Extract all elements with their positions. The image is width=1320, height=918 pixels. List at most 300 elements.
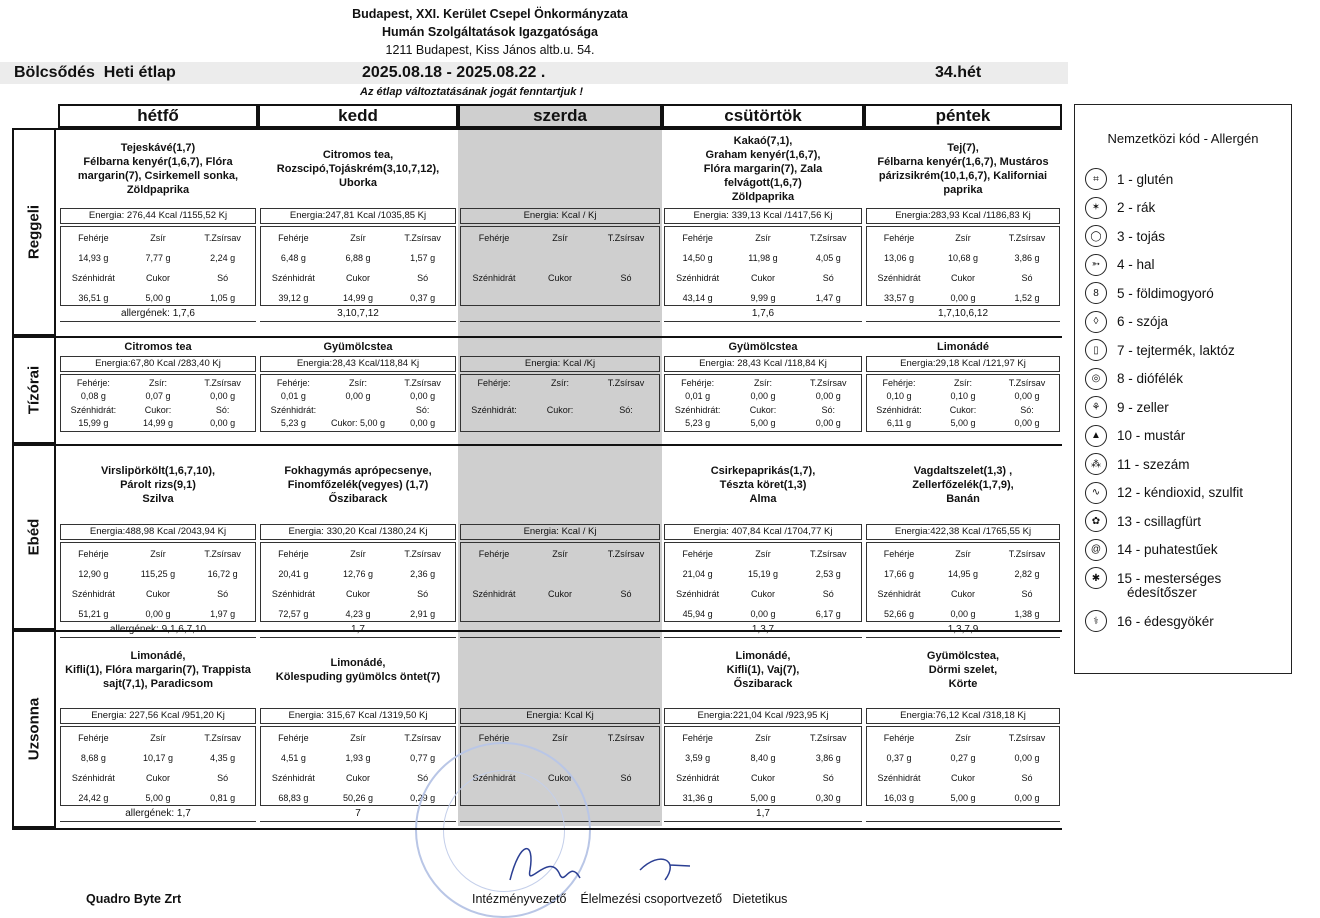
nutrient-value: 0,00 g xyxy=(1014,418,1040,428)
signatures xyxy=(490,830,720,900)
nutrient-label: T.Zsírsav xyxy=(810,233,847,243)
meal-menu: Limonádé, Kifli(1), Vaj(7), Őszibarack xyxy=(726,650,800,690)
nutrient-label: Zsír xyxy=(955,733,971,743)
nutrient-label: Cukor xyxy=(950,589,975,599)
nutrient-label: Só xyxy=(217,773,229,783)
legend-item xyxy=(1085,538,1218,562)
nutrient-label: T.Zsírsav xyxy=(404,378,441,388)
nutrient-value: 1,52 g xyxy=(1014,293,1040,303)
nutrient-label: Zsír xyxy=(755,549,771,559)
nutrient-label: Fehérje: xyxy=(477,378,511,388)
nutrient-value: 36,51 g xyxy=(78,293,109,303)
nutrient-label: Cukor: xyxy=(546,405,574,415)
nutrient-value: 0,37 g xyxy=(410,293,436,303)
nutrient-label: Só xyxy=(620,773,632,783)
nutrient-label: T.Zsírsav xyxy=(1008,733,1046,743)
nutrient-value: 7,77 g xyxy=(145,253,171,263)
nutrient-value: 0,10 g xyxy=(886,391,912,401)
nutrient-label: Szénhidrát xyxy=(472,773,516,783)
meal-menu: Citromos tea, Rozscipó,Tojáskrém(3,10,7,12), Uborka xyxy=(276,149,440,189)
nutrient-label: Fehérje xyxy=(883,733,915,743)
nutrient-label: Fehérje xyxy=(478,733,510,743)
nutrient-table xyxy=(664,542,862,622)
allergen-line: 1,7,10,6,12 xyxy=(866,307,1060,322)
nutrient-value: 0,00 g xyxy=(410,391,436,401)
nutrient-label: T.Zsírsav xyxy=(404,233,441,243)
energy-line: Energia:283,93 Kcal /1186,83 Kj xyxy=(866,208,1060,224)
nutrient-label: Zsír xyxy=(755,733,771,743)
nutrient-value: 0,10 g xyxy=(950,391,976,401)
day-header: hétfő xyxy=(58,104,258,128)
sulphite-icon: ∿ xyxy=(1085,482,1107,504)
energy-line: Energia:221,04 Kcal /923,95 Kj xyxy=(664,708,862,724)
legend-item xyxy=(1085,395,1169,419)
nutrient-value: 2,82 g xyxy=(1014,569,1040,579)
nutrient-label: Szénhidrát xyxy=(877,773,921,783)
legend-item xyxy=(1085,310,1168,334)
legend-text: 3 - tojás xyxy=(1117,228,1166,244)
nutrient-label: Zsír xyxy=(350,549,366,559)
nutrient-label: Zsír xyxy=(350,733,366,743)
legend-text: 7 - tejtermék, laktóz xyxy=(1117,342,1235,358)
org-name: Budapest, XXI. Kerület Csepel Önkormányzata xyxy=(352,7,628,21)
nutrient-label: Cukor xyxy=(750,273,775,283)
nutrient-value: 0,29 g xyxy=(410,793,436,803)
meal-label-ebed: Ebéd xyxy=(12,444,56,630)
sweetener-icon: ✱ xyxy=(1085,567,1107,589)
nutrient-value: 0,00 g xyxy=(345,391,371,401)
nutrient-value: 14,99 g xyxy=(342,293,373,303)
legend-text: 1 - glutén xyxy=(1117,171,1174,187)
nutrient-value: 2,36 g xyxy=(410,569,436,579)
nutrient-value: 6,88 g xyxy=(345,253,371,263)
nutrient-label: T.Zsírsav xyxy=(404,733,441,743)
peanut-icon: 8 xyxy=(1085,282,1107,304)
nutrient-label: Zsír xyxy=(150,733,166,743)
nutrient-label: Szénhidrát: xyxy=(471,405,517,415)
nutrient-value: 1,05 g xyxy=(210,293,236,303)
nutrient-value: 0,01 g xyxy=(280,391,306,401)
nutrient-value: 43,14 g xyxy=(682,293,713,303)
energy-line: Energia: 339,13 Kcal /1417,56 Kj xyxy=(664,208,862,224)
nutrient-label: Cukor xyxy=(145,589,170,599)
meal-label-tizorai: Tízórai xyxy=(12,336,56,444)
meal-menu: Tejeskávé(1,7) Félbarna kenyér(1,6,7), Flóra margarin(7), Csirkemell sonka, Zöldpaprika xyxy=(77,142,239,196)
nutrient-value: 0,00 g xyxy=(1014,793,1040,803)
nutrient-value: 17,66 g xyxy=(883,569,914,579)
page-title: Bölcsődés Heti étlap xyxy=(14,64,176,81)
nutrient-label: Cukor xyxy=(345,273,370,283)
nutrient-value: 3,86 g xyxy=(815,753,841,763)
legend-item xyxy=(1085,338,1235,362)
legend-text: 11 - szezám xyxy=(1117,456,1190,472)
nutrient-label: Zsír xyxy=(955,549,971,559)
nutrient-value: 0,00 g xyxy=(750,391,776,401)
nutrient-label: Zsír xyxy=(150,549,166,559)
nutrient-value: 0,00 g xyxy=(410,418,436,428)
nutrient-value: 0,81 g xyxy=(210,793,236,803)
nutrient-value: 52,66 g xyxy=(883,609,914,619)
meal-menu: Gyümölcstea, Dörmi szelet, Körte xyxy=(926,650,1000,690)
nutrient-label: Fehérje: xyxy=(882,378,916,388)
nutrient-label: T.Zsírsav xyxy=(204,378,241,388)
nutrient-label: T.Zsírsav xyxy=(810,733,847,743)
energy-line: Energia: 315,67 Kcal /1319,50 Kj xyxy=(260,708,456,724)
meal-menu xyxy=(460,339,660,355)
nutrient-label: T.Zsírsav xyxy=(204,733,241,743)
energy-line: Energia:247,81 Kcal /1035,85 Kj xyxy=(260,208,456,224)
sesame-icon: ⁂ xyxy=(1085,453,1107,475)
nutrient-value: 4,23 g xyxy=(345,609,371,619)
nutrient-label: Fehérje xyxy=(278,733,309,743)
nutrient-label: T.Zsírsav xyxy=(204,233,241,243)
nutrient-value: 14,99 g xyxy=(142,418,173,428)
milk-icon: ▯ xyxy=(1085,339,1107,361)
nutrient-label: Zsír xyxy=(150,233,166,243)
nutrient-value: 0,07 g xyxy=(145,391,171,401)
day-column-0 xyxy=(58,104,258,826)
nutrient-label: Szénhidrát xyxy=(472,589,516,599)
nutrient-label: Fehérje xyxy=(682,733,713,743)
nutrient-value: 6,11 g xyxy=(886,418,912,428)
legend-item xyxy=(1085,424,1185,448)
nutrient-label: Só xyxy=(620,589,632,599)
nutrient-label: Szénhidrát xyxy=(877,273,921,283)
nutrient-value: 0,00 g xyxy=(750,609,776,619)
nutrient-label: Fehérje xyxy=(478,233,510,243)
nutrient-value: 20,41 g xyxy=(278,569,309,579)
nutrient-label: Só xyxy=(1021,273,1033,283)
signature-2 xyxy=(640,859,690,880)
legend-text: 16 - édesgyökér xyxy=(1117,613,1214,629)
soy-icon: ◊ xyxy=(1085,311,1107,333)
nutrient-value: 5,23 g xyxy=(280,418,306,428)
nutrient-table xyxy=(664,226,862,306)
nutrient-value: 14,50 g xyxy=(682,253,713,263)
day-column-3 xyxy=(662,104,864,826)
nutrient-value: 8,40 g xyxy=(750,753,776,763)
nutrient-label: Zsír xyxy=(552,549,568,559)
nutrient-label: Zsír: xyxy=(953,378,972,388)
nutrient-label: Fehérje: xyxy=(681,378,715,388)
nutrient-value: 12,76 g xyxy=(342,569,373,579)
nutrient-table xyxy=(664,726,862,806)
nutrient-value: 9,99 g xyxy=(750,293,776,303)
energy-line: Energia: Kcal Kj xyxy=(460,708,660,724)
org-division: Humán Szolgáltatások Igazgatósága xyxy=(381,25,599,39)
nutrient-value: 6,17 g xyxy=(815,609,841,619)
energy-line: Energia:422,38 Kcal /1765,55 Kj xyxy=(866,524,1060,540)
nutrient-label: Fehérje xyxy=(682,233,713,243)
allergen-legend xyxy=(1074,104,1292,674)
nutrient-value: 10,17 g xyxy=(142,753,173,763)
nutrient-value: 0,01 g xyxy=(685,391,711,401)
meal-label-uzsonna: Uzsonna xyxy=(12,630,56,828)
nutrient-label: Zsír xyxy=(350,233,366,243)
nutrient-value: 0,00 g xyxy=(1014,391,1040,401)
allergen-line: allergének: 1,7 xyxy=(60,807,256,822)
nutrient-label: Cukor xyxy=(345,589,370,599)
mollusc-icon: @ xyxy=(1085,539,1107,561)
nutrient-label: Só xyxy=(822,589,834,599)
nutrient-label: T.Zsírsav xyxy=(607,233,645,243)
meal-menu: Citromos tea xyxy=(124,341,192,353)
nutrient-value: 5,00 g xyxy=(750,793,776,803)
nutrient-table xyxy=(460,542,660,622)
nutrient-value: 0,08 g xyxy=(80,391,106,401)
legend-text: 12 - kéndioxid, szulfit xyxy=(1117,485,1244,500)
legend-item xyxy=(1085,224,1165,248)
nutrient-label: Só xyxy=(822,773,834,783)
nutrient-value: 1,47 g xyxy=(815,293,841,303)
nutrient-value: 31,36 g xyxy=(682,793,713,803)
nutrient-value: 5,00 g xyxy=(950,418,976,428)
energy-line: Energia: Kcal /Kj xyxy=(460,356,660,372)
nutrient-label: Szénhidrát: xyxy=(674,405,721,415)
day-header: szerda xyxy=(458,104,662,128)
nutrient-value: 1,38 g xyxy=(1014,609,1040,619)
nutrient-label: Só: xyxy=(215,405,230,415)
legend-item xyxy=(1085,367,1183,391)
legend-item xyxy=(1085,481,1243,505)
nutrient-label: Fehérje xyxy=(883,233,915,243)
nutrient-label: Szénhidrát xyxy=(877,589,921,599)
legend-text: 14 - puhatestűek xyxy=(1117,542,1218,557)
nutrient-value: 16,03 g xyxy=(883,793,914,803)
nutrient-value: Cukor: 5,00 g xyxy=(330,418,385,428)
section-divider xyxy=(12,444,1062,446)
legend-item xyxy=(1085,609,1214,633)
legend-item xyxy=(1085,281,1214,305)
energy-line: Energia: 276,44 Kcal /1155,52 Kj xyxy=(60,208,256,224)
nutrient-table xyxy=(260,374,456,432)
menu-grid xyxy=(58,104,1062,826)
nutrient-value: 14,95 g xyxy=(947,569,978,579)
nutrient-value: 2,91 g xyxy=(410,609,436,619)
nutrient-value: 4,35 g xyxy=(210,753,236,763)
nutrient-value: 12,90 g xyxy=(78,569,109,579)
nutrient-label: Cukor xyxy=(950,773,975,783)
legend-item xyxy=(1085,253,1155,277)
legend-item xyxy=(1085,196,1155,220)
meal-menu xyxy=(460,633,660,707)
nutrient-value: 5,23 g xyxy=(685,418,711,428)
nutrient-label: Cukor xyxy=(145,273,170,283)
nutrient-value: 1,57 g xyxy=(410,253,436,263)
nutrient-label: Só xyxy=(822,273,834,283)
allergen-line: 3,10,7,12 xyxy=(260,307,456,322)
legend-text: 13 - csillagfürt xyxy=(1117,513,1202,529)
nutrient-label: Szénhidrát: xyxy=(876,405,922,415)
nutrient-label: Fehérje xyxy=(278,549,309,559)
celery-icon: ⚘ xyxy=(1085,396,1107,418)
allergen-line xyxy=(866,807,1060,822)
legend-text: 9 - zeller xyxy=(1117,399,1169,415)
energy-line: Energia:28,43 Kcal/118,84 Kj xyxy=(260,356,456,372)
section-divider xyxy=(12,630,1062,632)
legend-text: 10 - mustár xyxy=(1117,428,1186,443)
day-column-1 xyxy=(258,104,458,826)
nutrient-value: 2,24 g xyxy=(210,253,236,263)
nutrient-value: 21,04 g xyxy=(682,569,713,579)
date-range: 2025.08.18 - 2025.08.22 . xyxy=(362,64,546,81)
day-column-4 xyxy=(864,104,1062,826)
meal-menu xyxy=(460,447,660,523)
allergen-line: 1,3,7 xyxy=(664,623,862,638)
disclaimer-note: Az étlap változtatásának jogát fenntartjuk ! xyxy=(360,86,584,98)
nutrient-table xyxy=(260,542,456,622)
signature-1 xyxy=(510,849,580,880)
nutrient-value: 0,00 g xyxy=(815,418,841,428)
allergen-line: allergének: 1,7,6 xyxy=(60,307,256,322)
nutrient-value: 0,77 g xyxy=(410,753,436,763)
nutrient-label: Cukor xyxy=(547,589,572,599)
crustacean-icon: ✶ xyxy=(1085,197,1107,219)
nutrient-value: 0,37 g xyxy=(886,753,912,763)
nutrient-label: Fehérje xyxy=(78,549,109,559)
org-address: 1211 Budapest, Kiss János altb.u. 54. xyxy=(385,43,595,57)
nutrient-label: Szénhidrát xyxy=(71,273,115,283)
nutrient-value: 0,30 g xyxy=(815,793,841,803)
meal-menu: Gyümölcstea xyxy=(728,341,798,353)
legend-text: 5 - földimogyoró xyxy=(1117,285,1214,301)
nutrient-label: Fehérje xyxy=(682,549,713,559)
nutrient-label: Cukor xyxy=(547,773,572,783)
fish-icon: ➳ xyxy=(1085,254,1107,276)
legend-item xyxy=(1085,452,1190,476)
meal-menu: Csirkepaprikás(1,7), Tészta köret(1,3) Alma xyxy=(710,465,816,505)
day-header: csütörtök xyxy=(662,104,864,128)
nutrient-label: Cukor xyxy=(145,773,170,783)
nutrient-table xyxy=(460,374,660,432)
nutrient-label: Cukor: xyxy=(144,405,172,415)
nutrient-label: Fehérje xyxy=(883,549,915,559)
nutrient-label: Só xyxy=(417,273,429,283)
nutrient-label: Zsír xyxy=(552,733,568,743)
nutrient-label: Szénhidrát xyxy=(472,273,516,283)
nutrient-label: Só xyxy=(417,773,429,783)
nutrient-label: Szénhidrát xyxy=(71,773,115,783)
energy-line: Energia: 28,43 Kcal /118,84 Kj xyxy=(664,356,862,372)
nutrient-label: Cukor xyxy=(345,773,370,783)
egg-icon: ◯ xyxy=(1085,225,1107,247)
nutrient-value: 0,00 g xyxy=(145,609,171,619)
nutrient-value: 8,68 g xyxy=(80,753,106,763)
nutrient-value: 68,83 g xyxy=(278,793,309,803)
energy-line: Energia: Kcal / Kj xyxy=(460,208,660,224)
nutrient-table xyxy=(866,374,1060,432)
nutrient-label: Szénhidrát xyxy=(676,273,720,283)
nutrient-table xyxy=(460,226,660,306)
nutrient-value: 16,72 g xyxy=(207,569,238,579)
meal-menu: Tej(7), Félbarna kenyér(1,6,7), Mustáros párizsikrém(10,1,6,7), Kaliforniai paprika xyxy=(877,142,1049,196)
day-column-2 xyxy=(458,104,662,826)
nutrient-table xyxy=(866,226,1060,306)
nutrient-label: Cukor xyxy=(750,773,775,783)
allergen-line: 1,3,7,9 xyxy=(866,623,1060,638)
nutrient-table xyxy=(866,542,1060,622)
nutrient-label: Zsír: xyxy=(550,378,569,388)
nutrient-label: Szénhidrát xyxy=(271,773,315,783)
nut-icon: ◎ xyxy=(1085,368,1107,390)
legend-text: 2 - rák xyxy=(1117,200,1156,215)
nutrient-label: Szénhidrát xyxy=(271,589,315,599)
meal-menu: Fokhagymás aprópecsenye, Finomfőzelék(vegyes) (1,7) Őszibarack xyxy=(284,465,432,505)
nutrient-value: 2,53 g xyxy=(815,569,841,579)
meal-menu: Gyümölcstea xyxy=(323,341,393,353)
nutrient-table xyxy=(664,374,862,432)
nutrient-value: 15,99 g xyxy=(78,418,109,428)
nutrient-value: 13,06 g xyxy=(883,253,914,263)
nutrient-label: Cukor: xyxy=(949,405,977,415)
nutrient-value: 45,94 g xyxy=(682,609,713,619)
nutrient-label: Só xyxy=(1021,589,1033,599)
nutrient-value: 0,00 g xyxy=(815,391,841,401)
nutrient-label: T.Zsírsav xyxy=(607,733,645,743)
energy-line: Energia: 330,20 Kcal /1380,24 Kj xyxy=(260,524,456,540)
meal-menu: Limonádé, Kölespuding gyümölcs öntet(7) xyxy=(275,657,441,683)
day-header: péntek xyxy=(864,104,1062,128)
allergen-line: 1,7,6 xyxy=(664,307,862,322)
nutrient-value: 0,00 g xyxy=(950,293,976,303)
nutrient-label: Fehérje: xyxy=(276,378,310,388)
legend-text: 8 - diófélék xyxy=(1117,371,1184,386)
nutrient-value: 6,48 g xyxy=(280,253,306,263)
nutrient-label: Cukor xyxy=(950,273,975,283)
licorice-icon: ⚕ xyxy=(1085,610,1107,632)
legend-text: 15 - mesterséges xyxy=(1117,570,1222,586)
nutrient-label: Szénhidrát: xyxy=(270,405,317,415)
nutrient-value: 51,21 g xyxy=(78,609,109,619)
nutrient-value: 5,00 g xyxy=(145,793,171,803)
meal-menu: Virslipörkölt(1,6,7,10), Párolt rizs(9,1) Szilva xyxy=(100,465,216,505)
allergen-line: 1,7 xyxy=(260,623,456,638)
nutrient-label: Szénhidrát xyxy=(676,589,720,599)
energy-line: Energia:67,80 Kcal /283,40 Kj xyxy=(60,356,256,372)
nutrient-value: 15,19 g xyxy=(747,569,778,579)
nutrient-value: 5,00 g xyxy=(950,793,976,803)
nutrient-label: T.Zsírsav xyxy=(607,378,645,388)
nutrient-table xyxy=(60,374,256,432)
nutrient-label: Zsír xyxy=(955,233,971,243)
nutrient-label: T.Zsírsav xyxy=(810,378,847,388)
nutrient-label: Fehérje xyxy=(78,733,109,743)
nutrient-table xyxy=(60,726,256,806)
nutrient-value: 50,26 g xyxy=(342,793,373,803)
nutrient-table xyxy=(60,542,256,622)
nutrient-label: Só xyxy=(217,273,229,283)
nutrient-value: 115,25 g xyxy=(140,569,176,579)
energy-line: Energia: Kcal / Kj xyxy=(460,524,660,540)
nutrient-label: T.Zsírsav xyxy=(1008,233,1046,243)
nutrient-label: Só: xyxy=(415,405,430,415)
nutrient-value: 3,59 g xyxy=(685,753,711,763)
nutrient-label: Fehérje xyxy=(78,233,109,243)
legend-text: 6 - szója xyxy=(1117,314,1169,329)
nutrient-value: 0,00 g xyxy=(1014,753,1040,763)
company-name: Quadro Byte Zrt xyxy=(86,892,182,906)
nutrient-label: Szénhidrát xyxy=(676,773,720,783)
nutrient-label: T.Zsírsav xyxy=(404,549,441,559)
nutrient-value: 1,97 g xyxy=(210,609,236,619)
nutrient-value: 33,57 g xyxy=(883,293,914,303)
legend-title: Nemzetközi kód - Allergén xyxy=(1107,131,1259,146)
mustard-icon: ▲ xyxy=(1085,425,1107,447)
nutrient-value: 0,00 g xyxy=(210,391,236,401)
nutrient-value: 24,42 g xyxy=(78,793,109,803)
energy-line: Energia:488,98 Kcal /2043,94 Kj xyxy=(60,524,256,540)
nutrient-value: 39,12 g xyxy=(278,293,309,303)
